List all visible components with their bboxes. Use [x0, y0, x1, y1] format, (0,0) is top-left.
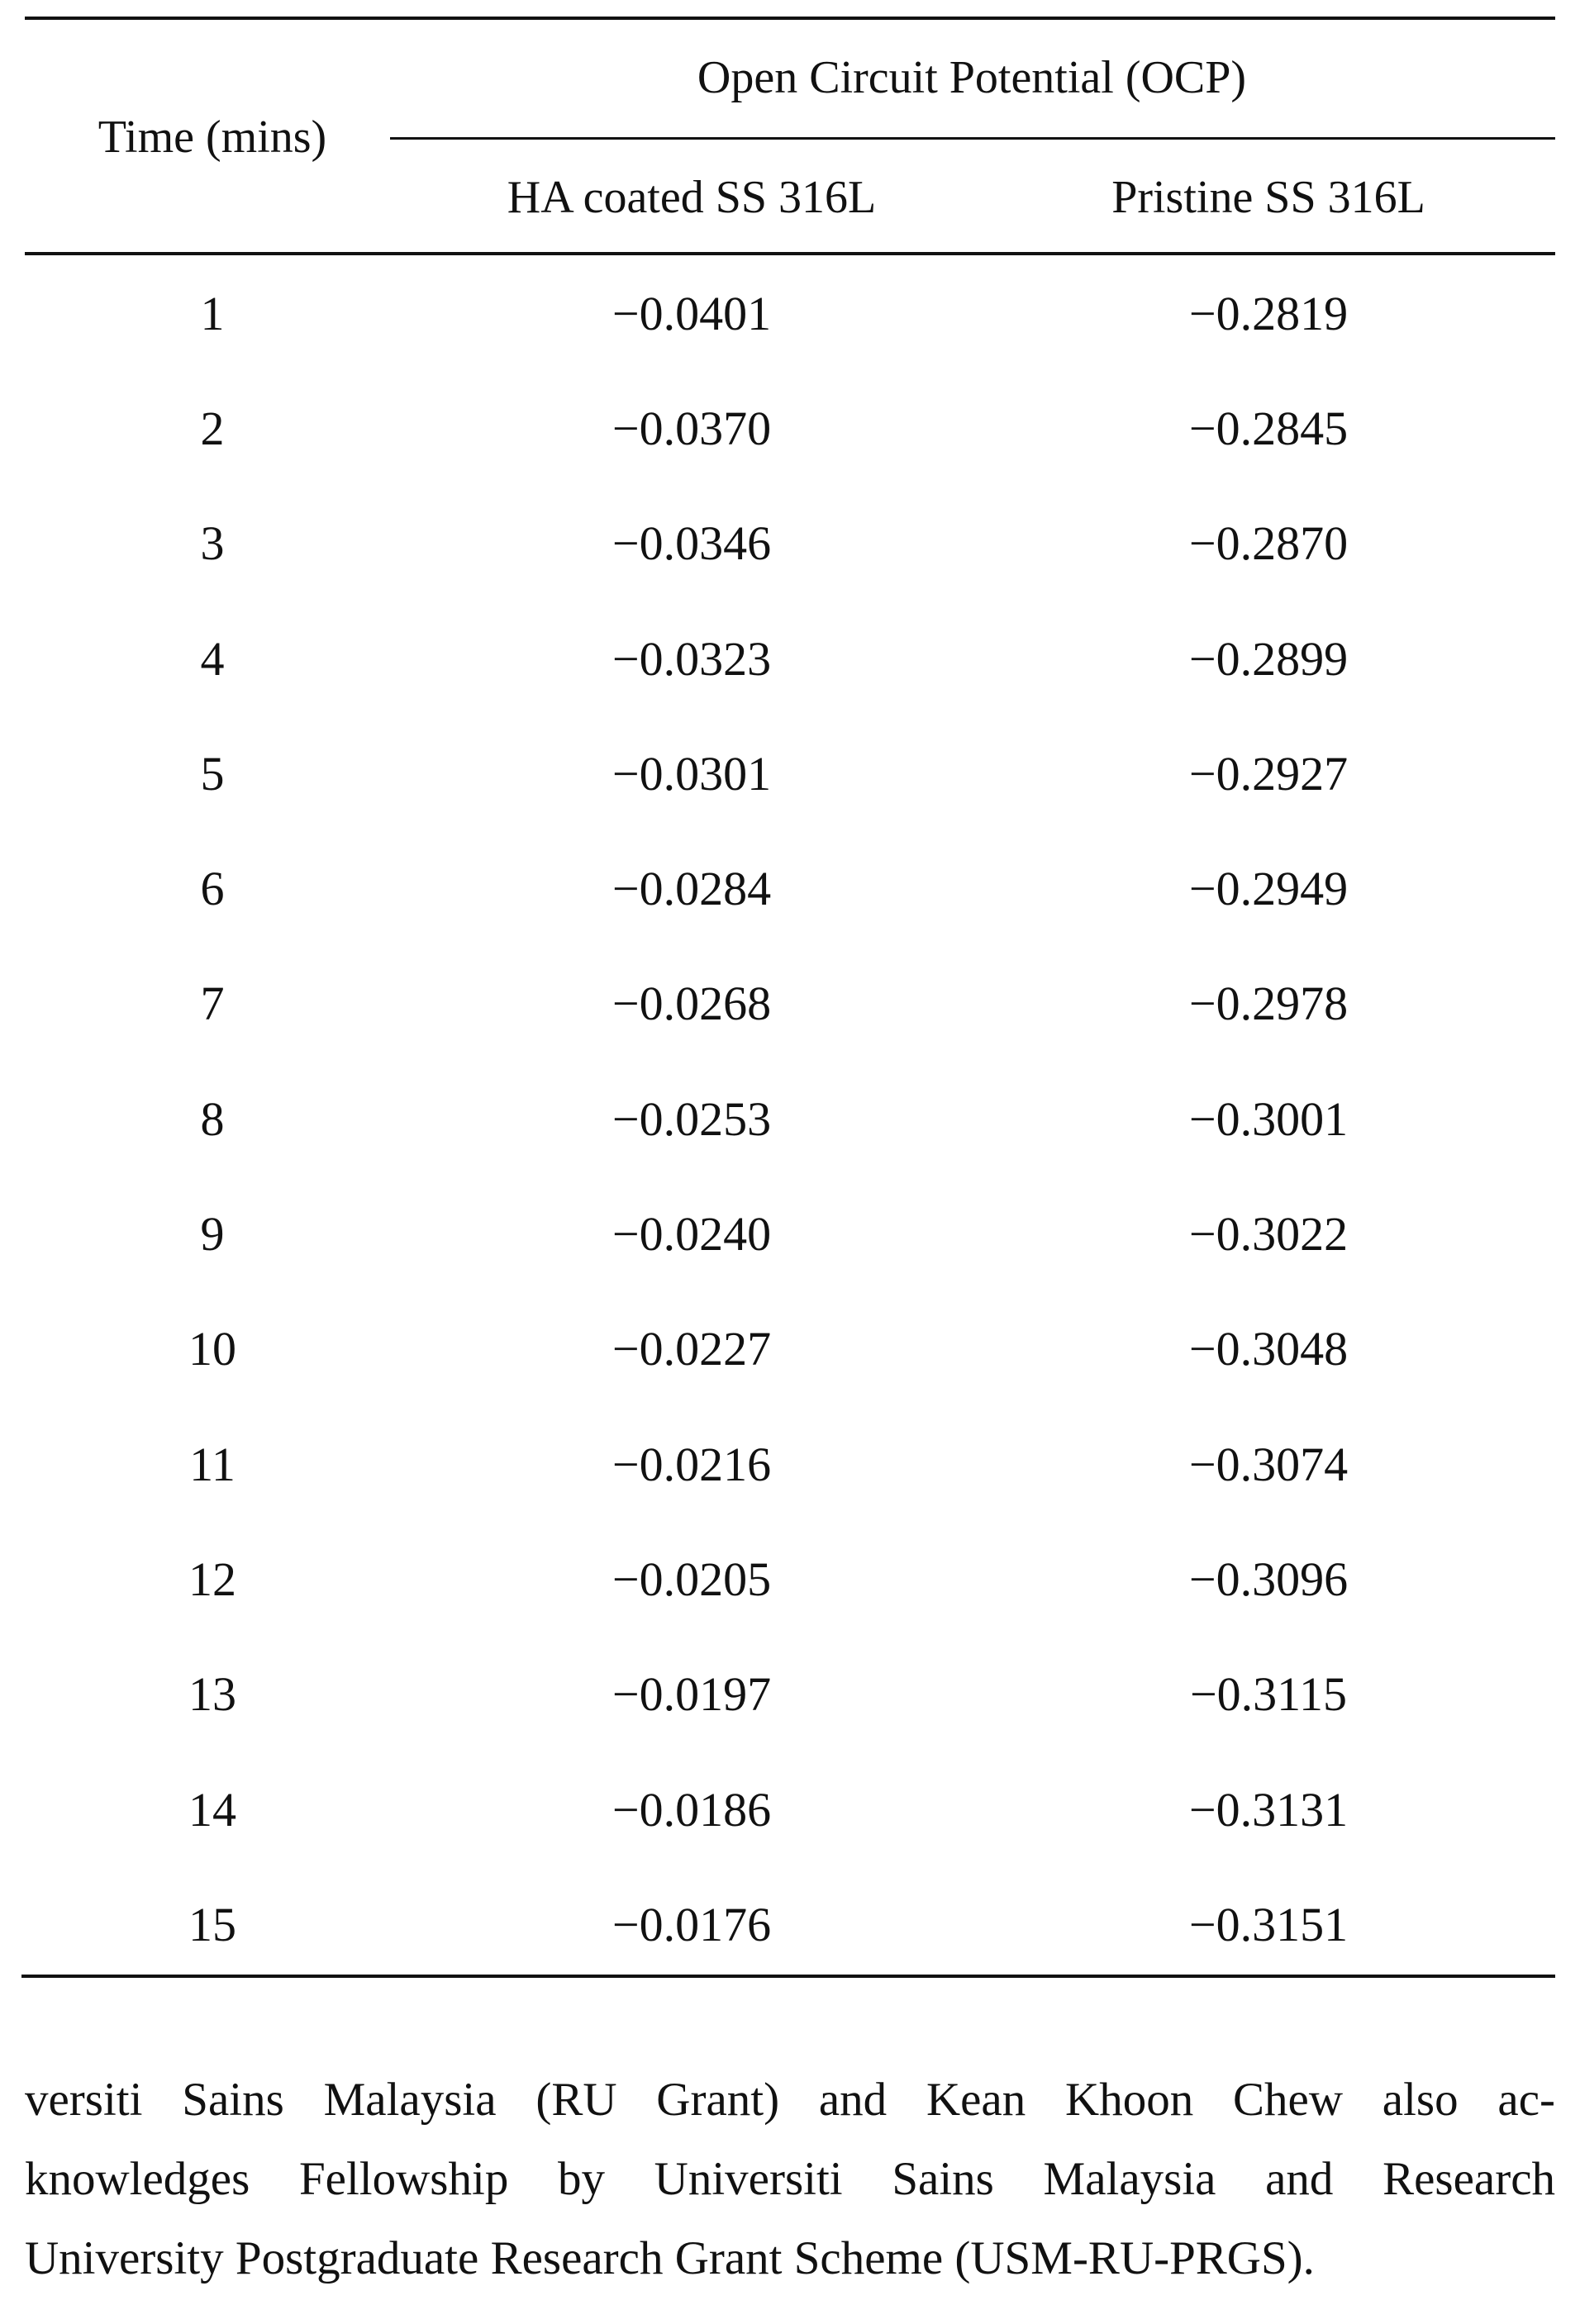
- cell-time: 6: [200, 862, 225, 916]
- table-row: [25, 1637, 1555, 1752]
- table-row: [25, 487, 1555, 601]
- cell-pristine: −0.3151: [1188, 1897, 1349, 1951]
- cell-time: 15: [188, 1897, 236, 1951]
- paragraph-line: versiti Sains Malaysia (RU Grant) and Kean Khoon Chew also ac-: [25, 2074, 1555, 2126]
- table-row: [25, 601, 1555, 716]
- table-bottom-rule: [21, 1975, 1555, 1978]
- cell-pristine: −0.2819: [1188, 286, 1349, 340]
- cell-ha-coated: −0.0240: [612, 1207, 772, 1262]
- header-ha-coated: HA coated SS 316L: [507, 172, 877, 223]
- cell-ha-coated: −0.0205: [612, 1552, 772, 1606]
- paragraph-line: knowledges Fellowship by Universiti Sains Malaysia and Research: [25, 2153, 1555, 2205]
- table-row: [25, 1292, 1555, 1407]
- cell-pristine: −0.2899: [1188, 631, 1349, 686]
- table-row: [25, 1867, 1555, 1982]
- cell-time: 11: [189, 1437, 236, 1491]
- paragraph-line: University Postgraduate Research Grant Scheme (USM-RU-PRGS).: [25, 2232, 1315, 2284]
- cell-ha-coated: −0.0284: [612, 862, 772, 916]
- cell-pristine: −0.3048: [1188, 1322, 1349, 1376]
- cell-ha-coated: −0.0401: [612, 286, 772, 340]
- cell-time: 5: [200, 746, 225, 801]
- table-row: [25, 371, 1555, 486]
- table-header-rule: [25, 252, 1555, 255]
- cell-time: 9: [200, 1207, 225, 1262]
- cell-ha-coated: −0.0197: [612, 1667, 772, 1722]
- cell-pristine: −0.2978: [1188, 977, 1349, 1031]
- cell-time: 10: [188, 1322, 236, 1376]
- table-row: [25, 716, 1555, 831]
- cell-ha-coated: −0.0370: [612, 401, 772, 455]
- cell-pristine: −0.3096: [1188, 1552, 1349, 1606]
- cell-ha-coated: −0.0346: [612, 516, 772, 571]
- cell-pristine: −0.3022: [1188, 1207, 1349, 1262]
- table-row: [25, 1522, 1555, 1637]
- cell-ha-coated: −0.0301: [612, 746, 772, 801]
- cell-ha-coated: −0.0176: [612, 1897, 772, 1951]
- header-time: Time (mins): [98, 112, 327, 163]
- table-row: [25, 1752, 1555, 1867]
- cell-ha-coated: −0.0323: [612, 631, 772, 686]
- table-body: [25, 256, 1555, 1982]
- cell-time: 4: [200, 631, 225, 686]
- table-row: [25, 1407, 1555, 1522]
- cell-time: 12: [188, 1552, 236, 1606]
- cell-ha-coated: −0.0216: [612, 1437, 772, 1491]
- table-row: [25, 1176, 1555, 1291]
- table-row: [25, 947, 1555, 1062]
- cell-pristine: −0.2870: [1188, 516, 1349, 571]
- cell-ha-coated: −0.0186: [612, 1782, 772, 1837]
- cell-ha-coated: −0.0253: [612, 1091, 772, 1146]
- cell-ha-coated: −0.0227: [612, 1322, 772, 1376]
- cell-pristine: −0.3074: [1188, 1437, 1349, 1491]
- table-top-rule: [25, 17, 1555, 20]
- header-group-rule: [390, 137, 1555, 140]
- cell-time: 14: [188, 1782, 236, 1837]
- cell-ha-coated: −0.0268: [612, 977, 772, 1031]
- cell-time: 7: [200, 977, 225, 1031]
- cell-time: 3: [200, 516, 225, 571]
- cell-pristine: −0.3001: [1188, 1091, 1349, 1146]
- acknowledgement-paragraph: [25, 2060, 1555, 2298]
- table-row: [25, 256, 1555, 371]
- cell-time: 8: [200, 1091, 225, 1146]
- table-row: [25, 831, 1555, 946]
- cell-time: 13: [188, 1667, 236, 1722]
- cell-pristine: −0.2927: [1188, 746, 1349, 801]
- header-ocp-group: Open Circuit Potential (OCP): [697, 52, 1247, 103]
- cell-pristine: −0.2949: [1188, 862, 1349, 916]
- cell-pristine: −0.2845: [1188, 401, 1349, 455]
- cell-pristine: −0.3131: [1188, 1782, 1349, 1837]
- cell-time: 2: [200, 401, 225, 455]
- header-pristine: Pristine SS 316L: [1111, 172, 1425, 223]
- cell-time: 1: [200, 286, 225, 340]
- cell-pristine: −0.3115: [1189, 1667, 1348, 1722]
- table-row: [25, 1062, 1555, 1176]
